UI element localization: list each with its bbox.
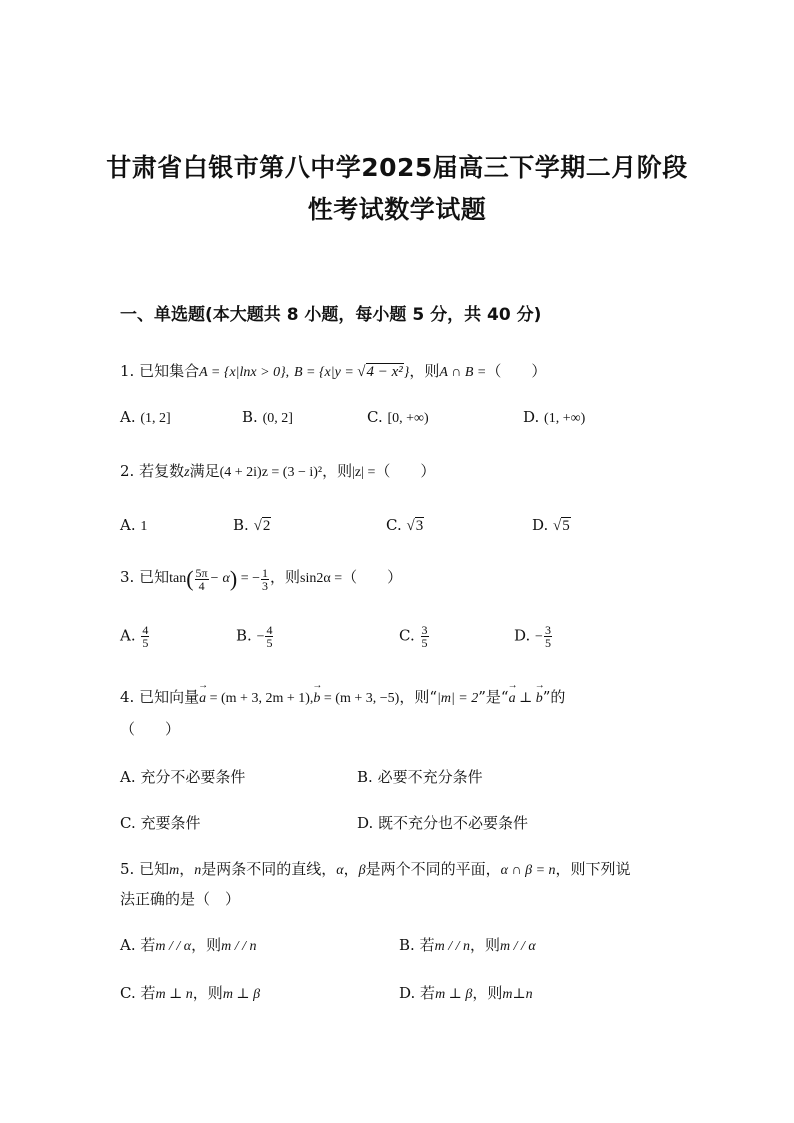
question-text: 已知 [139,860,170,878]
question-text: 是两条不同的直线， [201,860,337,878]
option-a: A. 若m / / α，则m / / n [120,936,257,954]
math-expression: sin2α = [300,571,343,587]
math-variable: α [336,863,344,878]
option-a: A. $\frac{4}{5}$ [120,623,149,650]
separator: , [285,365,290,380]
math-expression: A ∩ B = [439,365,487,380]
option-c: C. 充要条件 [120,814,201,832]
option-d: D. 既不充分也不必要条件 [357,814,529,832]
math-perpendicular: → a ⊥ → b [509,691,543,706]
question-text: ，则 [322,462,353,480]
question-text: 是两个不同的平面， [365,860,501,878]
math-variable: m [169,863,180,878]
option-a: A. 1 [120,516,148,534]
question-text: 已知向量 [139,688,200,706]
question-text: ”是“ [478,688,509,706]
option-c: C. $\frac{3}{5}$ [399,623,428,650]
question-number: 5. [120,860,135,878]
math-expression: α ∩ β = n [500,863,556,878]
option-b: B. √2 [233,516,271,534]
option-c: C. √3 [386,516,424,534]
question-number: 1. [120,362,135,380]
option-a: A. (1, 2] [120,408,171,426]
question-2 [120,460,435,481]
option-c: C. [0, +∞) [367,408,429,426]
question-text: ，则 [270,568,301,587]
math-equation: (4 + 2i)z = (3 − i)² [219,465,323,480]
question-5: 5. 已知m，n是两条不同的直线，α，β是两个不同的平面，α ∩ β = n，则下列说 [120,860,631,878]
question-number: 2. [120,462,135,480]
answer-paren: （ ） [375,462,436,480]
option-c: C. 若m ⊥ n，则m ⊥ β [120,984,261,1002]
math-variable: n [194,863,202,878]
option-d: D. − $\frac{3}{5}$ [514,623,551,650]
math-variable: z [184,465,190,480]
option-a: A. 充分不必要条件 [120,768,246,786]
answer-paren: （ ） [342,568,403,587]
math-vector-b: → b = (m + 3, −5) [313,691,399,706]
math-set-a: A = {x|lnx > 0} [199,365,286,380]
answer-paren: （ ） [120,720,181,738]
question-text: ，则 [409,362,440,380]
question-text: 满足 [189,462,220,480]
question-1 [120,360,546,381]
option-b: B. (0, 2] [242,408,293,426]
question-text: ，则下列说 [555,860,631,878]
question-text: 已知集合 [139,362,200,380]
question-text: ”的 [542,688,566,706]
option-b: B. 必要不充分条件 [357,768,483,786]
page-title-line-1: 甘肃省白银市第八中学2025届高三下学期二月阶段 [106,153,688,182]
question-number: 4. [120,688,135,706]
answer-paren: （ ） [486,362,547,380]
separator: , [309,691,314,706]
math-condition: |m| = 2 [436,691,479,706]
option-b: B. 若m / / n，则m / / α [399,936,536,954]
math-set-b: B = {x|y = √4 − x²} [293,364,410,380]
question-5-line-2: 法正确的是（ ） [120,890,241,908]
option-d: D. 若m ⊥ β，则m⊥n [399,984,533,1002]
question-4 [120,686,565,707]
question-3 [120,566,402,592]
question-text: ，则“ [399,688,437,706]
math-variable: β [358,863,366,878]
math-expression: |z| = [352,465,376,480]
option-b: B. − $\frac{4}{5}$ [236,623,273,650]
option-d: D. √5 [532,516,570,534]
question-text: 若复数 [139,462,185,480]
question-text: 已知 [139,568,170,587]
section-heading: 一、单选题(本大题共 8 小题，每小题 5 分，共 40 分) [120,305,542,325]
option-d: D. (1, +∞) [523,408,586,426]
question-number: 3. [120,568,135,587]
math-expression: tan( $\frac{5\pi}{4}$ − α) = − $\frac{1}{3}$ [169,565,269,593]
math-vector-a: → a = (m + 3, 2m + 1) [199,691,310,706]
page-title-line-2: 性考试数学试题 [307,195,487,224]
